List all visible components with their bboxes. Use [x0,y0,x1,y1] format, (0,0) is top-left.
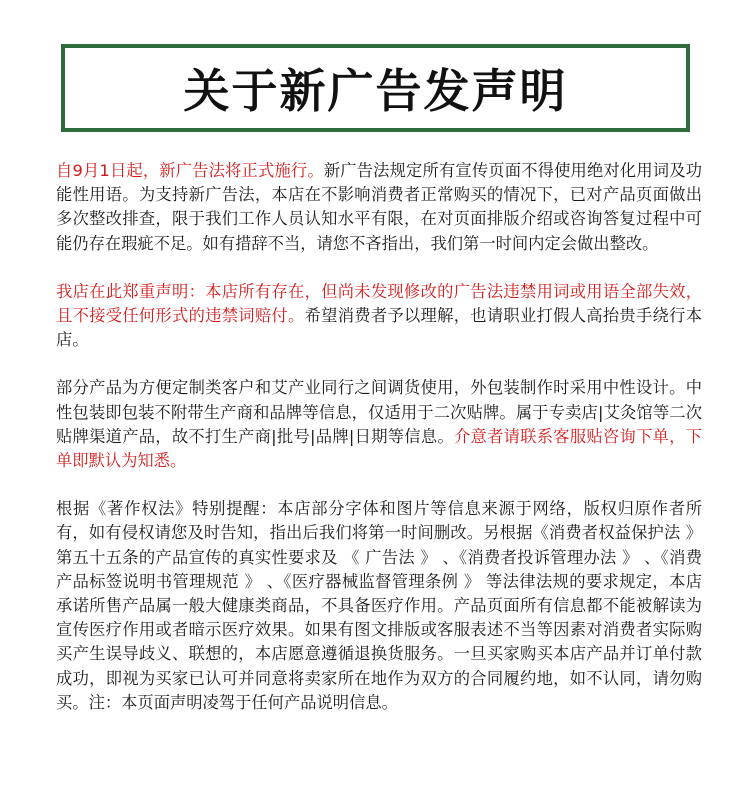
page-title: 关于新广告发声明 [183,64,568,118]
banned-words-declaration: 我店在此郑重声明：本店所有存在，但尚未发现修改的广告法违禁用词或用语全部失效，且不接受任何形式的违禁词赔付。 [56,281,702,326]
statement-body [56,159,702,739]
ad-law-compliance-text: 新广告法规定所有宣传页面不得使用绝对化用词及功能性用语。为支持新广告法，本店在不影响消费者正常购买的情况下，已对产品页面做出多次整改排查，限于我们工作人员认知水平有限，在对页面排版介绍或咨询答复过程中可能仍存在瑕疵不足。如有措辞不当，请您不吝指出，我们第一时间内定会做出整改。 [56,161,702,253]
title-frame [61,44,690,132]
understanding-request: 希望消费者予以理解，也请职业打假人高抬贵手绕行本店。 [56,306,702,350]
paragraph-copyright-legal [56,497,702,715]
paragraph-ad-law-notice [56,159,702,256]
neutral-packaging-text: 部分产品为方便定制类客户和艾产业同行之间调货使用，外包装制作时采用中性设计。中性包装即包装不附带生产商和品牌等信息，仅适用于二次贴牌。属于专卖店|艾灸馆等二次贴牌渠道产品，故不打生产商|批号|品牌|日期等信息。 [56,378,702,446]
copyright-legal-text: 根据《著作权法》特别提醒：本店部分字体和图片等信息来源于网络，版权归原作者所有，如有侵权请您及时告知，指出后我们将第一时间删改。另根据《消费者权益保护法 》 第五十五条的产品宣传的真实性要求及 《 广告法 》 、《消费者投诉管理办法 》 、《消费产品标签说明书管理规范 》 、《医疗器械监督管理条例 》 等法律法规的要求规定，本店承诺所售产品属一般大健康类商品，不具备医疗作用。产品页面所有信息都不能被解读为宣传医疗作用或者暗示医疗效果。如果有图文排版或客服表述不当等因素对消费者实际购买产生误导歧义、联想的，本店愿意遵循退换货服务。一旦买家购买本店产品并订单付款成功，即视为买家已认可并同意将卖家所在地作为双方的合同履约地，如不认同，请勿购买。注：本页面声明凌驾于任何产品说明信息。 [56,499,702,712]
paragraph-neutral-packaging [56,376,702,473]
paragraph-solemn-declaration [56,280,702,353]
contact-service-notice: 介意者请联系客服贴咨询下单，下单即默认为知悉。 [56,426,702,471]
ad-law-effective-date: 自9月1日起，新广告法将正式施行。 [56,161,324,180]
